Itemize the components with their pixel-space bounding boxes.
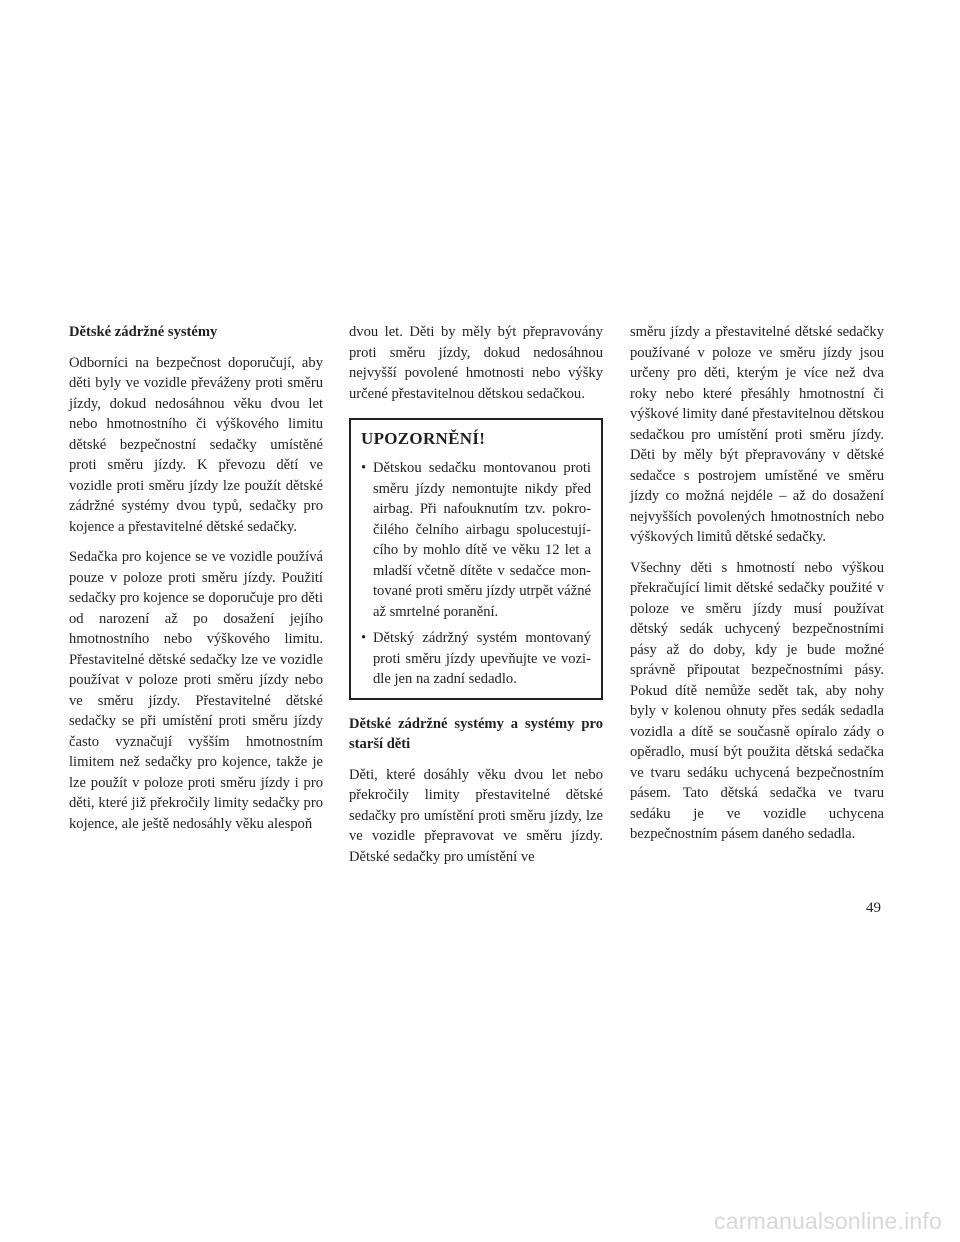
warning-title: UPOZORNĚNÍ! — [361, 429, 486, 448]
paragraph: Děti, které dosáhly věku dvou let nebo překročily limity přestavitelné dětské sedačky pro umístění proti směru jízdy, lze ve vozidle přepravovat ve směru jízdy. Dětské sedačky pro umístění ve — [349, 766, 603, 865]
paragraph: Sedačka pro kojence se ve vozidle používá pouze v poloze proti směru jízdy. Použití sedačky pro kojence se doporučuje pro děti od narození až po dosažení jejího hmotnostního nebo výškového limitu. Přestavitelné dětské sedačky lze ve vozidle používat v poloze proti směru jízdy nebo ve směru jízdy. Přestavitelné dětské sedačky se při umístění proti směru jízdy často vyznačují vyšším hmotnostním limitem než sedačky pro kojence, takže je lze použít v poloze proti směru jízdy i pro děti, které již překročily limity sedačky pro kojence, ale ještě nedosáhly věku alespoň — [69, 549, 323, 832]
warning-item-text: Dětskou sedačku montovanou proti směru jízdy nemontujte nikdy před airbag. Při nafouknutím tzv. pokročilého čelního airbagu spolucestujícího by mohlo dítě ve věku 12 let a mladší včetně dítěte v sedačce montované proti směru jízdy utrpět vážné až smrtelné poranění. — [373, 460, 591, 620]
bullet-icon: • — [361, 630, 367, 646]
paragraph: Odborníci na bezpečnost doporučují, aby děti byly ve vozidle převáženy proti směru jízdy, dokud nedosáhnou věku dvou let nebo hmotnostního či výškového limitu dětské bezpečnostní sedačky umístěné proti směru jízdy. K převozu dětí ve vozidle proti směru jízdy lze použít dětské zádržné systémy dvou typů, sedačky pro kojence a přestavitelné dětské sedačky. — [69, 354, 323, 535]
warning-item — [361, 458, 591, 622]
paragraph: Všechny děti s hmotností nebo výškou překračující limit dětské sedačky použité v poloze ve směru jízdy musí používat dětský sedák uchycený bezpečnostními pásy až do doby, kdy je bude možné správně připoutat bezpečnostními pásy. Pokud dítě nemůže sedět tak, aby nohy byly v kolenou ohnuty přes sedák sedadla vozidla a dítě se současně opíralo zády o opěradlo, musí být použita dětská sedačka ve tvaru sedáku uchycená bezpečnostním pásem. Tato dětská sedačka ve tvaru sedáku je ve vozidle uchycena bezpečnostním pásem daného sedadla. — [630, 559, 884, 842]
paragraph: dvou let. Děti by měly být přepravovány proti směru jízdy, dokud nedosáhnou nejvyšší povolené hmotnosti nebo výšky určené přestavitelnou dětskou sedačkou. — [349, 324, 603, 402]
section-heading-older-children: Dětské zádržné systémy a systémy pro starší děti — [349, 715, 603, 752]
column-2 — [349, 322, 603, 877]
warning-item-text: Dětský zádržný systém montovaný proti směru jízdy upevňujte ve vozidle jen na zadní sedadlo. — [373, 630, 591, 687]
warning-item — [361, 628, 591, 690]
column-3 — [630, 322, 884, 855]
page-number: 49 — [866, 900, 881, 916]
section-heading-child-restraints: Dětské zádržné systémy — [69, 324, 218, 340]
bullet-icon: • — [361, 460, 367, 476]
column-1 — [69, 322, 323, 844]
watermark: carmanualsonline.info — [714, 1208, 942, 1234]
paragraph: směru jízdy a přestavitelné dětské sedačky používané v poloze ve směru jízdy jsou určeny pro děti, kterým je více než dva roky nebo které přesáhly hmotnostní či výškové limity dané přestavitelnou dětskou sedačkou pro umístění proti směru jízdy. Děti by měly být přepravovány v dětské sedačce s postrojem umístěné ve směru jízdy co možná nejdéle – až do dosažení nejvyšších povolených hmotnostních nebo výškových limitů dětské sedačky. — [630, 324, 884, 545]
warning-box — [349, 418, 603, 700]
